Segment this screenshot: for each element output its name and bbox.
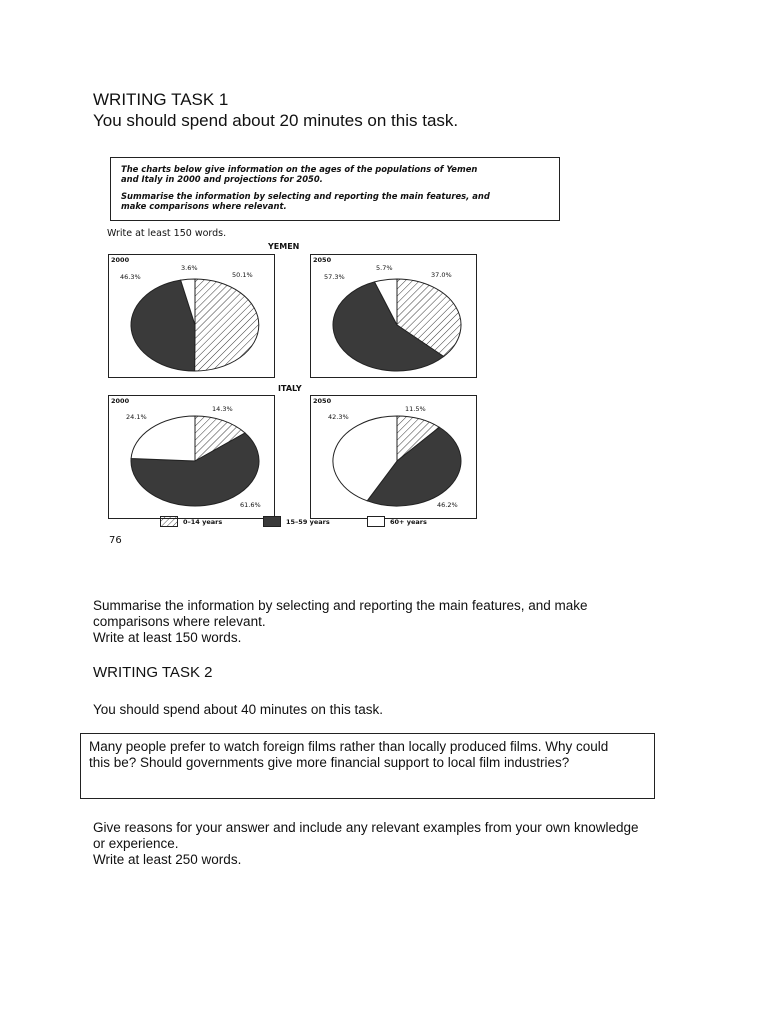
prompt-line-3: Summarise the information by selecting and reporting the main features, and — [121, 191, 490, 201]
task2-reasons-line-1: Give reasons for your answer and include any relevant examples from your own knowledge — [93, 820, 639, 835]
task2-question-box — [80, 733, 655, 799]
task2-heading: WRITING TASK 2 — [93, 664, 213, 681]
task2-instruction: You should spend about 40 minutes on this task. — [93, 702, 383, 717]
task2-question-line-2: this be? Should governments give more financial support to local film industries? — [89, 755, 570, 770]
slice-0-14 — [195, 279, 259, 371]
legend-label: 15–59 years — [286, 517, 330, 526]
task2-reasons-line-3: Write at least 250 words. — [93, 852, 242, 867]
chart-panel-italy-2000 — [108, 395, 275, 519]
pct-label: 46.2% — [437, 501, 458, 509]
pct-label: 11.5% — [405, 405, 426, 413]
panel-year: 2000 — [111, 397, 130, 405]
yemen-title: YEMEN — [268, 242, 300, 251]
pie-yemen-2050 — [331, 277, 463, 373]
task1-summary-line-2: comparisons where relevant. — [93, 614, 266, 629]
pct-label: 5.7% — [376, 264, 393, 272]
task1-instruction: You should spend about 20 minutes on this task. — [93, 111, 459, 130]
legend-item-60plus — [367, 516, 427, 527]
pct-label: 3.6% — [181, 264, 198, 272]
panel-year: 2050 — [313, 256, 332, 264]
pie-yemen-2000 — [129, 277, 261, 373]
legend-label: 0–14 years — [183, 517, 223, 526]
prompt-line-2: and Italy in 2000 and projections for 2050. — [121, 174, 323, 184]
pie-italy-2050 — [331, 414, 463, 508]
pie-italy-2000 — [129, 414, 261, 508]
prompt-line-1: The charts below give information on the ages of the populations of Yemen — [121, 164, 478, 174]
legend-swatch-hatched — [160, 516, 178, 527]
chart-panel-italy-2050 — [310, 395, 477, 519]
pct-label: 14.3% — [212, 405, 233, 413]
pct-label: 42.3% — [328, 413, 349, 421]
task2-reasons-line-2: or experience. — [93, 836, 179, 851]
pct-label: 50.1% — [232, 271, 253, 279]
panel-year: 2050 — [313, 397, 332, 405]
legend-label: 60+ years — [390, 517, 427, 526]
legend-item-15-59 — [263, 516, 330, 527]
chart-legend — [160, 516, 480, 530]
task2-question-line-1: Many people prefer to watch foreign films rather than locally produced films. Why could — [89, 739, 609, 754]
pct-label: 37.0% — [431, 271, 452, 279]
pct-label: 46.3% — [120, 273, 141, 281]
pct-label: 24.1% — [126, 413, 147, 421]
task1-prompt-box — [110, 157, 560, 221]
chart-panel-yemen-2000 — [108, 254, 275, 378]
italy-title: ITALY — [278, 384, 302, 393]
task1-write-min: Write at least 150 words. — [107, 228, 227, 239]
legend-swatch-white — [367, 516, 385, 527]
legend-swatch-dark — [263, 516, 281, 527]
prompt-line-4: make comparisons where relevant. — [121, 201, 287, 211]
pct-label: 57.3% — [324, 273, 345, 281]
page-number: 76 — [109, 535, 122, 546]
pct-label: 61.6% — [240, 501, 261, 509]
panel-year: 2000 — [111, 256, 130, 264]
legend-item-0-14 — [160, 516, 222, 527]
chart-panel-yemen-2050 — [310, 254, 477, 378]
task1-summary-line-1: Summarise the information by selecting and reporting the main features, and make — [93, 598, 588, 613]
task1-heading: WRITING TASK 1 — [93, 90, 229, 109]
task1-summary-line-3: Write at least 150 words. — [93, 630, 242, 645]
slice-60plus — [131, 416, 195, 461]
